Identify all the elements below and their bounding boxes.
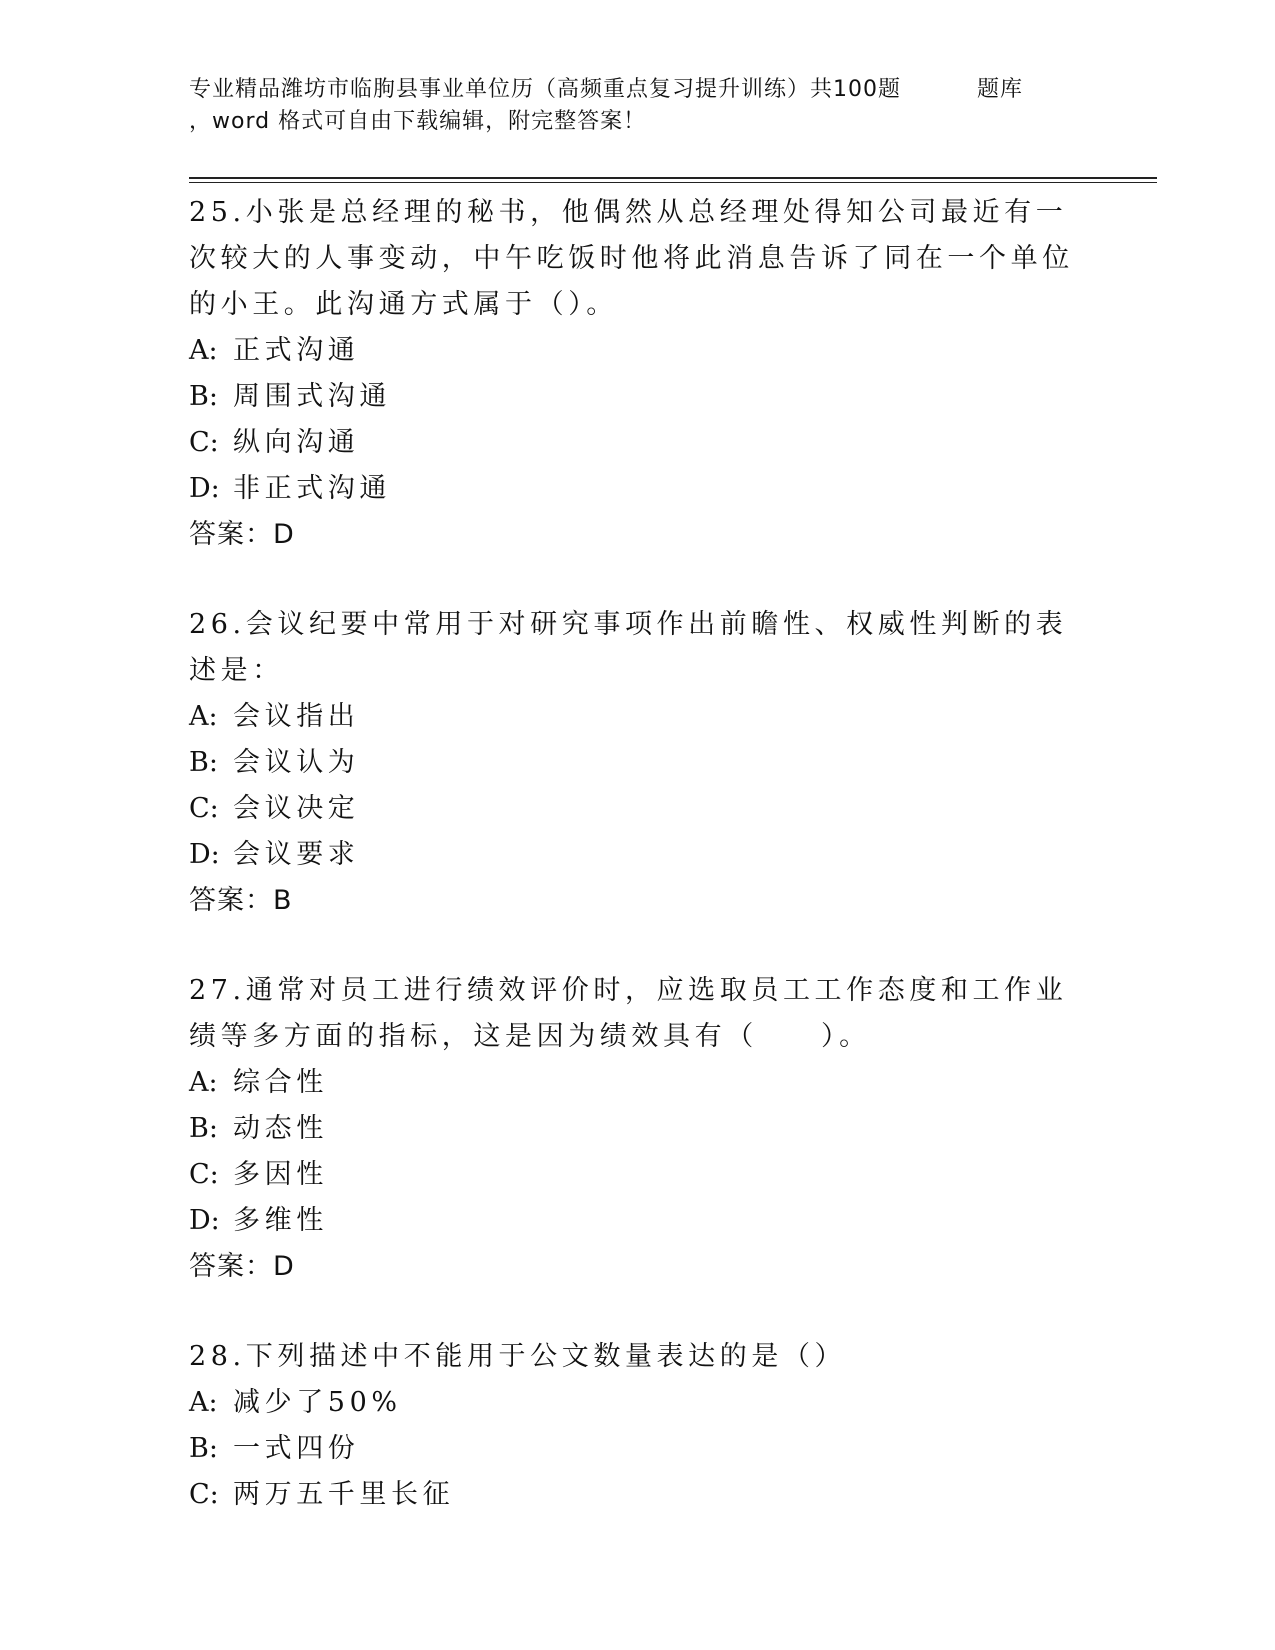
option-text: 多因性 (233, 1159, 328, 1190)
option-c (189, 1152, 1089, 1198)
option-letter: C: (189, 1159, 219, 1190)
option-text: 减少了50% (233, 1387, 402, 1418)
option-text: 会议指出 (233, 701, 360, 732)
option-c (189, 420, 1089, 466)
answer-value: D (273, 1251, 295, 1282)
option-b (189, 1106, 1089, 1152)
option-c (189, 786, 1089, 832)
answer-value: B (273, 885, 293, 916)
option-a (189, 328, 1089, 374)
option-text: 会议决定 (233, 793, 360, 824)
option-letter: A: (189, 701, 218, 732)
option-letter: B: (189, 381, 218, 412)
question-25 (189, 190, 1089, 558)
option-b (189, 740, 1089, 786)
answer-value: D (273, 519, 295, 550)
question-list (189, 190, 1089, 1562)
answer-label: 答案： (189, 519, 273, 550)
option-letter: D: (189, 473, 220, 504)
header-divider-thick (189, 177, 1157, 179)
answer-line (189, 512, 1089, 558)
option-text: 动态性 (233, 1113, 328, 1144)
option-a (189, 1060, 1089, 1106)
header-tag: 题库 (977, 77, 1024, 102)
option-letter: C: (189, 1479, 219, 1510)
question-28 (189, 1334, 1089, 1518)
option-text: 非正式沟通 (233, 473, 391, 504)
option-text: 纵向沟通 (233, 427, 360, 458)
header-divider-thin (189, 182, 1157, 183)
option-letter: A: (189, 335, 218, 366)
option-text: 多维性 (233, 1205, 328, 1236)
option-text: 周围式沟通 (233, 381, 391, 412)
question-stem: 27.通常对员工进行绩效评价时，应选取员工工作态度和工作业绩等多方面的指标，这是因为绩效具有（ ）。 (189, 975, 1068, 1052)
option-text: 会议要求 (233, 839, 360, 870)
option-letter: A: (189, 1387, 218, 1418)
option-text: 两万五千里长征 (233, 1479, 455, 1510)
question-stem: 26.会议纪要中常用于对研究事项作出前瞻性、权威性判断的表述是： (189, 609, 1068, 686)
option-c (189, 1472, 1089, 1518)
answer-label: 答案： (189, 885, 273, 916)
option-text: 正式沟通 (233, 335, 360, 366)
header-title: 专业精品潍坊市临朐县事业单位历（高频重点复习提升训练）共100题 (189, 77, 901, 102)
option-text: 综合性 (233, 1067, 328, 1098)
question-26 (189, 602, 1089, 924)
option-letter: C: (189, 427, 219, 458)
answer-line (189, 1244, 1089, 1290)
option-letter: B: (189, 747, 218, 778)
option-d (189, 466, 1089, 512)
question-27 (189, 968, 1089, 1290)
option-b (189, 1426, 1089, 1472)
option-letter: C: (189, 793, 219, 824)
page-header (189, 74, 1089, 138)
option-b (189, 374, 1089, 420)
option-text: 一式四份 (233, 1433, 360, 1464)
option-a (189, 694, 1089, 740)
answer-line (189, 878, 1089, 924)
option-a (189, 1380, 1089, 1426)
option-letter: B: (189, 1113, 218, 1144)
option-letter: A: (189, 1067, 218, 1098)
option-d (189, 1198, 1089, 1244)
option-letter: B: (189, 1433, 218, 1464)
option-letter: D: (189, 839, 220, 870)
option-text: 会议认为 (233, 747, 360, 778)
question-stem: 28.下列描述中不能用于公文数量表达的是（） (189, 1341, 847, 1372)
answer-label: 答案： (189, 1251, 273, 1282)
header-subtitle: ，word 格式可自由下载编辑，附完整答案！ (189, 109, 647, 134)
option-letter: D: (189, 1205, 220, 1236)
option-d (189, 832, 1089, 878)
question-stem: 25.小张是总经理的秘书，他偶然从总经理处得知公司最近有一次较大的人事变动，中午吃饭时他将此消息告诉了同在一个单位的小王。此沟通方式属于（）。 (189, 197, 1074, 320)
